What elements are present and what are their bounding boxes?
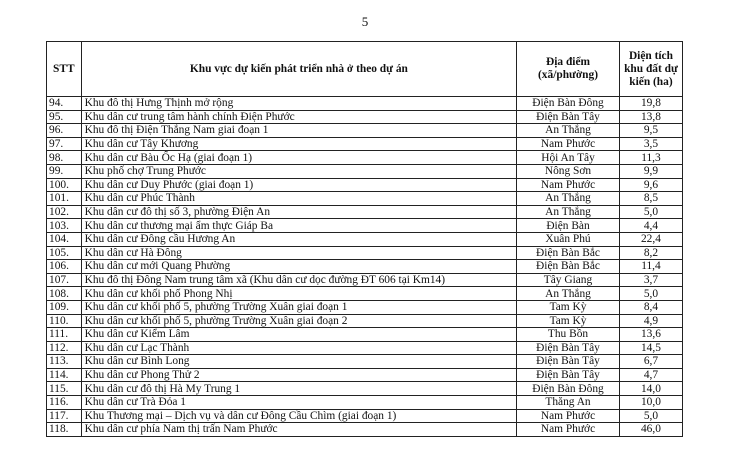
table-row	[47, 314, 683, 328]
row-name: Khu dân cư Bình Long	[81, 355, 517, 369]
row-name: Khu dân cư Đông cầu Hương An	[81, 232, 517, 246]
table-row	[47, 219, 683, 233]
row-size: 3,5	[619, 137, 682, 151]
row-stt: 99.	[47, 164, 82, 178]
row-size: 5,0	[619, 205, 682, 219]
table-row	[47, 97, 683, 111]
row-size: 14,0	[619, 382, 682, 396]
row-stt: 94.	[47, 97, 82, 111]
row-name: Khu dân cư khối phố Phong Nhị	[81, 287, 517, 301]
row-location: Tây Giang	[517, 273, 620, 287]
row-location: An Thắng	[517, 192, 620, 206]
row-name: Khu đô thị Đông Nam trung tâm xã (Khu dân cư dọc đường ĐT 606 tại Km14)	[81, 273, 517, 287]
row-size: 14,5	[619, 341, 682, 355]
row-stt: 95.	[47, 110, 82, 124]
row-size: 46,0	[619, 423, 682, 437]
row-location: Điện Bàn Tây	[517, 110, 620, 124]
row-name: Khu dân cư phía Nam thị trấn Nam Phước	[81, 423, 517, 437]
row-name: Khu dân cư đô thị Hà My Trung 1	[81, 382, 517, 396]
row-location: Tam Kỳ	[517, 300, 620, 314]
row-location: Nam Phước	[517, 409, 620, 423]
row-size: 11,4	[619, 260, 682, 274]
row-size: 4,9	[619, 314, 682, 328]
table-row	[47, 368, 683, 382]
row-size: 13,6	[619, 328, 682, 342]
row-size: 8,4	[619, 300, 682, 314]
row-size: 11,3	[619, 151, 682, 165]
table-row	[47, 355, 683, 369]
row-stt: 110.	[47, 314, 82, 328]
row-size: 5,0	[619, 409, 682, 423]
row-size: 19,8	[619, 97, 682, 111]
row-size: 3,7	[619, 273, 682, 287]
row-name: Khu dân cư đô thị số 3, phường Điện An	[81, 205, 517, 219]
row-name: Khu dân cư thương mại ẩm thực Giáp Ba	[81, 219, 517, 233]
row-location: Điện Bàn Bắc	[517, 260, 620, 274]
row-stt: 117.	[47, 409, 82, 423]
row-stt: 97.	[47, 137, 82, 151]
row-name: Khu dân cư Tây Khương	[81, 137, 517, 151]
page-number: 5	[361, 14, 369, 29]
row-location: Điện Bàn Đông	[517, 382, 620, 396]
table-row	[47, 409, 683, 423]
row-location: Tam Kỳ	[517, 314, 620, 328]
table-row	[47, 328, 683, 342]
row-size: 9,6	[619, 178, 682, 192]
table-row	[47, 396, 683, 410]
row-location: Nam Phước	[517, 423, 620, 437]
row-size: 8,5	[619, 192, 682, 206]
row-name: Khu phố chợ Trung Phước	[81, 164, 517, 178]
row-stt: 98.	[47, 151, 82, 165]
row-stt: 108.	[47, 287, 82, 301]
row-size: 9,9	[619, 164, 682, 178]
row-location: Điện Bàn Tây	[517, 341, 620, 355]
row-name: Khu dân cư Bàu Ốc Hạ (giai đoạn 1)	[81, 151, 517, 165]
row-name: Khu dân cư mới Quang Phường	[81, 260, 517, 274]
row-location: Nông Sơn	[517, 164, 620, 178]
row-location: Nam Phước	[517, 137, 620, 151]
table-row	[47, 137, 683, 151]
header-size: Diện tích khu đất dự kiến (ha)	[619, 42, 682, 97]
row-stt: 112.	[47, 341, 82, 355]
header-stt: STT	[47, 42, 82, 97]
table-row	[47, 110, 683, 124]
row-size: 10,0	[619, 396, 682, 410]
row-name: Khu dân cư Lạc Thành	[81, 341, 517, 355]
row-stt: 114.	[47, 368, 82, 382]
row-size: 22,4	[619, 232, 682, 246]
row-size: 6,7	[619, 355, 682, 369]
row-stt: 96.	[47, 124, 82, 138]
table-row	[47, 260, 683, 274]
row-size: 4,7	[619, 368, 682, 382]
table-row	[47, 287, 683, 301]
row-size: 13,8	[619, 110, 682, 124]
row-stt: 111.	[47, 328, 82, 342]
header-location: Địa điểm (xã/phường)	[517, 42, 620, 97]
row-stt: 113.	[47, 355, 82, 369]
table-row	[47, 246, 683, 260]
row-location: Thăng An	[517, 396, 620, 410]
row-name: Khu đô thị Điện Thắng Nam giai đoạn 1	[81, 124, 517, 138]
row-name: Khu dân cư Kiểm Lâm	[81, 328, 517, 342]
table-row	[47, 205, 683, 219]
row-stt: 116.	[47, 396, 82, 410]
row-location: Thu Bồn	[517, 328, 620, 342]
row-stt: 105.	[47, 246, 82, 260]
table-row	[47, 341, 683, 355]
row-stt: 100.	[47, 178, 82, 192]
row-stt: 103.	[47, 219, 82, 233]
row-location: An Thắng	[517, 124, 620, 138]
row-stt: 104.	[47, 232, 82, 246]
row-stt: 109.	[47, 300, 82, 314]
row-name: Khu dân cư Hà Đông	[81, 246, 517, 260]
table-row	[47, 423, 683, 437]
row-size: 8,2	[619, 246, 682, 260]
header-area: Khu vực dự kiến phát triển nhà ở theo dự án	[81, 42, 517, 97]
row-name: Khu dân cư Phong Thử 2	[81, 368, 517, 382]
table-row	[47, 232, 683, 246]
row-size: 4,4	[619, 219, 682, 233]
row-stt: 102.	[47, 205, 82, 219]
row-location: Hội An Tây	[517, 151, 620, 165]
row-stt: 106.	[47, 260, 82, 274]
housing-development-table	[46, 41, 683, 437]
table-header-row	[47, 42, 683, 97]
row-location: Điện Bàn Tây	[517, 368, 620, 382]
row-stt: 101.	[47, 192, 82, 206]
row-location: An Thắng	[517, 287, 620, 301]
table-row	[47, 164, 683, 178]
table-row	[47, 124, 683, 138]
row-location: Điện Bàn Đông	[517, 97, 620, 111]
table-row	[47, 192, 683, 206]
row-name: Khu dân cư khối phố 5, phường Trường Xuân giai đoạn 2	[81, 314, 517, 328]
row-name: Khu Thương mại – Dịch vụ và dân cư Đông Cầu Chìm (giai đoạn 1)	[81, 409, 517, 423]
table-row	[47, 178, 683, 192]
row-location: Xuân Phú	[517, 232, 620, 246]
row-name: Khu dân cư Duy Phước (giai đoạn 1)	[81, 178, 517, 192]
row-location: Điện Bàn	[517, 219, 620, 233]
row-location: Điện Bàn Bắc	[517, 246, 620, 260]
row-stt: 115.	[47, 382, 82, 396]
row-stt: 118.	[47, 423, 82, 437]
table-row	[47, 382, 683, 396]
row-name: Khu dân cư Phúc Thành	[81, 192, 517, 206]
row-name: Khu đô thị Hưng Thịnh mở rộng	[81, 97, 517, 111]
row-name: Khu dân cư khối phố 5, phường Trường Xuân giai đoạn 1	[81, 300, 517, 314]
row-name: Khu dân cư trung tâm hành chính Điện Phước	[81, 110, 517, 124]
row-stt: 107.	[47, 273, 82, 287]
table-row	[47, 151, 683, 165]
row-name: Khu dân cư Trà Đỏa 1	[81, 396, 517, 410]
row-location: Điện Bàn Tây	[517, 355, 620, 369]
row-location: Nam Phước	[517, 178, 620, 192]
row-size: 5,0	[619, 287, 682, 301]
table-row	[47, 273, 683, 287]
table-row	[47, 300, 683, 314]
table-body	[47, 97, 683, 437]
row-size: 9,5	[619, 124, 682, 138]
row-location: An Thắng	[517, 205, 620, 219]
